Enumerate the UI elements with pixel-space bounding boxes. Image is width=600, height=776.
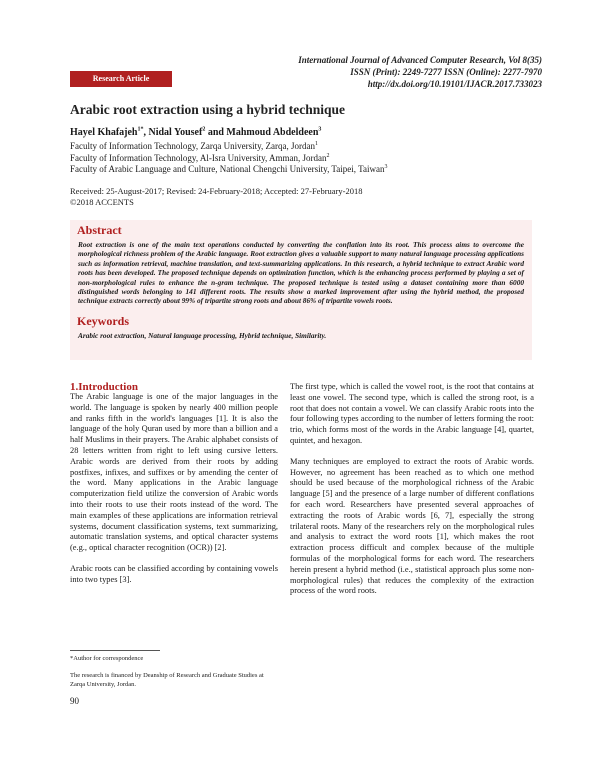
paragraph: Arabic roots can be classified according by containing vowels into two types [3]. [70, 563, 278, 584]
copyright: ©2018 ACCENTS [70, 197, 134, 207]
journal-issn: ISSN (Print): 2249-7277 ISSN (Online): 2277-7970 [350, 67, 542, 77]
author-mark: 2 [202, 126, 206, 133]
article-type-badge: Research Article [70, 71, 172, 87]
author-mark: 1* [137, 126, 144, 133]
author-name: and Mahmoud Abdeldeen [205, 127, 319, 138]
article-dates [70, 186, 362, 208]
journal-header [298, 54, 542, 90]
keywords-heading: Keywords [77, 313, 129, 328]
author-name: , Nidal Yousef [143, 127, 203, 138]
author-name: Hayel Khafajeh [70, 127, 138, 138]
author-list [70, 127, 321, 138]
footnote-divider [70, 650, 160, 651]
paragraph: Many techniques are employed to extract the roots of Arabic words. However, no agreement has been reached as to which one method should be used because of the morphological richness of the Arabic language [5] and the presence of a large number of different conflations for each word. Researchers have presented several approaches of extracting the roots of Arabic words [6, 7], especially the strong trilateral roots. Many of the researchers rely on the morphological rules and analysis to extract the word roots [1], which makes the root extraction process difficult and complex because of the multiple formulas of the morphological forms for each word. The researchers herein present a hybrid method (i.e., statistical approach plus some non-morphological rules) that reduces the complexity of the extraction process of the word roots. [290, 456, 534, 596]
affiliation-list [70, 141, 388, 176]
page-number: 90 [70, 696, 79, 706]
abstract-box [70, 220, 532, 360]
history-dates: Received: 25-August-2017; Revised: 24-February-2018; Accepted: 27-February-2018 [70, 186, 363, 196]
paper-title: Arabic root extraction using a hybrid technique [70, 102, 346, 117]
keywords-text: Arabic root extraction, Natural language processing, Hybrid technique, Similarity. [78, 330, 327, 340]
affiliation: Faculty of Information Technology, Zarqa University, Zarqa, Jordan$^1$ [70, 141, 318, 151]
right-column [290, 382, 534, 607]
journal-name: International Journal of Advanced Computer Research, Vol 8(35) [298, 55, 542, 65]
left-column [70, 392, 278, 596]
footnote-funding: The research is financed by Deanship of Research and Graduate Studies at Zarqa University, Jordan. [70, 672, 264, 688]
paragraph: The first type, which is called the vowel root, is the root that contains at least one vowel. The second type, which is called the strong root, is a root that does not contain a vowel. We can classify Arabic roots into the four following types according to the number of letters forming the root: trio, which forms most of the words in the Arabic language [4], quartet, quintet, and hexagon. [290, 382, 534, 445]
footnote-correspondence: *Author for correspondence [70, 655, 144, 662]
affiliation: Faculty of Information Technology, Al-Isra University, Amman, Jordan$^2$ [70, 152, 330, 163]
author-mark: 3 [318, 126, 322, 133]
abstract-text: Root extraction is one of the main text operations conducted by converting the conflation into its root. This process aims to overcome the morphological richness problem of the Arabic language. Root extraction gives a valuable support to many natural language processing applications such as information retrieval, machine translation, and text-summarizing applications. In this research, a hybrid technique to extract Arabic word roots has been developed. The proposed technique depends on optimization function, which is the enhancing process performed by playing a set of non-morphological rules to enhance the n-gram technique. The proposed technique is tested using a dataset containing more than 6000 distinguished words belonging to 141 different roots. The results show a marked improvement after using the hybrid method, the proposed technique extracts correctly about 99% of tripartite strong roots and about 86% of tripartite vowels roots. [78, 240, 524, 306]
section-heading-introduction: 1.Introduction [70, 381, 138, 393]
abstract-heading: Abstract [77, 223, 122, 237]
affiliation: Faculty of Arabic Language and Culture, National Chengchi University, Taipei, Taiwan$^3$ [70, 164, 388, 174]
paragraph: The Arabic language is one of the major languages in the world. The language is spoken by nearly 400 million people and ranks fifth in the world's languages [1]. It is also the language of the holy Quran used by more than a billion and a half Muslims in their prayers. The Arabic alphabet consists of 28 letters written from right to left using cursive letters. Arabic words are derived from their roots by adding postfixes, infixes, and suffixes or by amending the center of the word. Many applications in the Arabic language computerization field utilize the conversion of Arabic words into their roots to use their roots instead of the word. The main examples of these applications are information retrieval systems, document classification systems, text summarizing, automatic translation systems, and optical character systems (e.g., optical character recognition (OCR)) [2]. [70, 392, 278, 553]
journal-doi-link[interactable]: http://dx.doi.org/10.19101/IJACR.2017.733023 [367, 79, 542, 89]
